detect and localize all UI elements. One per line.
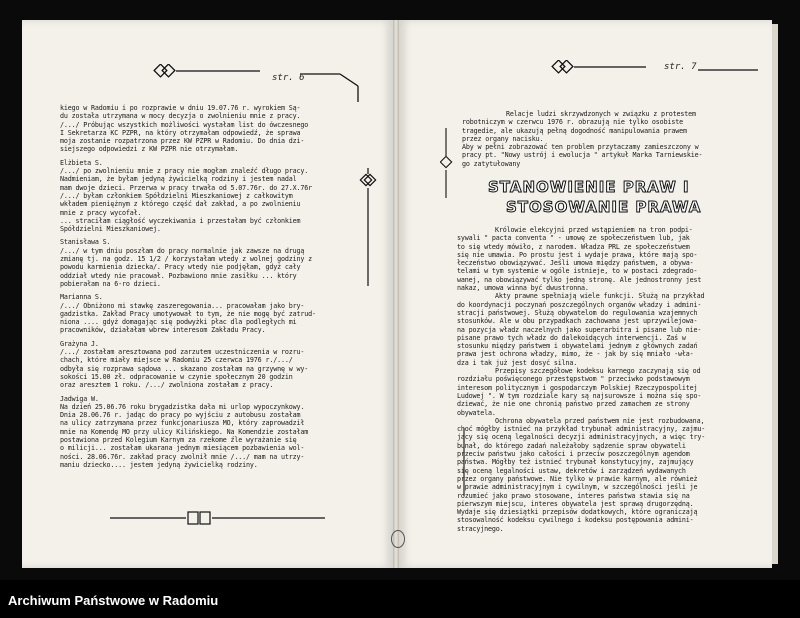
binding-stamp [391,530,405,548]
side-ornament-left [358,168,378,288]
text-line: rozdziału poświęconego przestępstwom " przeciwko podstawowym [457,375,690,384]
text-line: I Sekretarza KC PZPR, na który otrzymałam odpowiedź, że sprawa [60,128,301,137]
text-line: dziewać, że nie one chronią państwo przed zamachem ze strony [457,400,690,409]
text-line: Aby w pełni zobrazować ten problem przytaczamy zamieszczony w [462,143,699,152]
text-line: niona .... gdyż domagając się podwyżki płac dla podległych mi [60,318,297,327]
paragraph-intro [60,104,360,154]
text-line: /.../ w tym dniu poszłam do pracy normalnie jak zawsze na drugą [60,246,305,255]
text-line: pracy pt. "Nowy ustrój i ewolucja " artykuł Marka Tarniewskie- [462,151,703,160]
text-line: o milicji... zostałam ukarana jednym miesiącem pozbawienia wol- [60,444,305,453]
text-line: mam dwoje dzieci. Przerwa w pracy trwała od 5.07.76r. do 27.X.76r [60,183,312,192]
text-line: powodu karmienia dziecka/. Pracy wtedy nie podjęłam, gdyż cały [60,263,301,272]
text-line: pierwszym miejscu, interes obywatela jest sprawą drugorzędną. [457,499,694,508]
text-line: stosunków. Ale w obu przypadkach zachowana jest uprzywilejowa- [457,317,698,326]
text-line: Nadmieniam, że byłam jedyną żywicielką rodziny i jestem nadal [60,175,297,184]
text-line: w prawie administracyjnym i cywilnym, w szczególności jeśli je [457,483,698,492]
text-line: sokości 15.00 zł. odpracowanie w czynie społecznym 20 godzin [60,372,293,381]
text-line: mnie na Komendę MO przy ulicy Kilińskiego. Na Komendzie zostałam [60,427,309,436]
text-line: oddział wtedy nie pracował. Pozbawiono mnie zasiłku ... który [60,271,297,280]
text-line: pobierałam na 6-ro dzieci. [60,279,161,288]
page-edge [772,24,778,564]
text-line: chach, które miały miejsce w Radomiu 25 czerwca 1976 r./.../ [60,356,293,365]
text-line: ności. 28.06.76r. zakład pracy zwolnił mnie /.../ mam na utrzy- [60,452,305,461]
testimony-marianna [60,293,360,334]
text-line: telami w tym systemie w ogóle istnieje, to w postaci zdegrado- [457,267,698,276]
text-line: bunał, do którego zadań należałoby sądzenie spraw obywateli [457,441,686,450]
text-line: oraz aresztem 1 roku. /.../ zwolniona zostałam z pracy. [60,381,274,390]
text-line: stosowalność kodeksu cywilnego i kodeksu postępowania admini- [457,516,694,525]
testimony-name: Jadwiga W. [60,394,99,403]
paragraph-3 [457,367,767,417]
article-title [488,178,728,216]
text-line: Królowie elekcyjni przed wstąpieniem na tron podpi- [495,226,693,234]
text-line: Akty prawne spełniają wiele funkcji. Służą na przykład [495,292,705,301]
text-line: Ludowej ". W tym rozdziale kary są najsurowsze i można się spo- [457,391,702,400]
paragraph-2 [457,292,767,367]
text-line: /.../ Obniżono mi stawkę zaszeregowania... pracowałam jako bry- [60,301,305,310]
testimony-name: Stanisława S. [60,238,111,247]
text-line: maniu dziecko.... jestem jedyną żywicielką rodziny. [60,460,258,469]
page-number-left: str. 6 [272,73,305,83]
text-line: to się wtedy mówiło, z narodem. Władza PRL ze społeczeństwem [457,242,690,251]
text-line: odbyła się rozprawa sądowa ... skazano zostałam na grzywnę w wy- [60,364,309,373]
text-line: /.../ po zwolnieniu mnie z pracy nie mogłam znaleźć długo pracy. [60,167,309,176]
text-line: postawiona przed Kolegium Karnym za rzekome źle wyrażanie się [60,435,297,444]
text-line: interesom politycznym i gospodarczym Polskiej Rzeczypospolitej [457,383,698,392]
left-page-text [60,104,360,469]
text-line: choć mógłby istnieć na przykład trybunał administracyjny, zajmu- [457,425,706,434]
text-line: wkładem pieniężnym z którego część dał zakład, a po zwolnieniu [60,200,301,209]
text-line: rozumieć jako prawo stosowane, interes państwa stawia się na [457,491,690,500]
testimony-name: Grażyna J. [60,339,99,348]
archive-label: Archiwum Państwowe w Radomiu [8,593,219,608]
text-line: prawa jest ochrona władzy, mimo, że - jak by się mniało -wła- [457,350,694,359]
text-line: jący się oceną legalności decyzji administracyjnych, a więc try- [457,433,706,442]
page-number-right: str. 7 [664,62,697,72]
article-title-line-2: STOSOWANIE PRAWA [506,198,702,216]
text-line: wanej, na obowiązywać tylko jedną stronę. Ale jednostronny jest [457,275,702,284]
text-line: ... straciłam ciągłość wyczekiwania i przestałam być członkiem [60,216,301,225]
text-line: Ochrona obywatela przed państwem nie jest rozbudowana, [495,416,705,425]
article-title-line-1: STANOWIENIE PRAW I [488,178,690,196]
text-line: /.../ Próbując wszystkich możliwości wystałam list do ówczesnego [60,120,309,129]
text-line: robotniczym w czerwcu 1976 r. obrazują nie tylko osobiste [462,118,683,127]
header-ornament-left [150,64,365,104]
text-line: Na dzień 25.06.76 roku brygadzistka dała mi urlop wypoczynkowy. [60,402,305,411]
paragraph-4 [457,417,767,533]
right-page-intro [462,110,762,168]
testimony-name: Marianna S. [60,293,103,302]
testimony-name: Elżbieta S. [60,158,103,167]
testimony-elzbieta [60,159,360,234]
testimony-stanislawa [60,238,360,288]
right-page-body [457,226,767,533]
testimony-jadwiga [60,395,360,470]
text-line: się nie umawia. Po prostu jest i wydaje prawa, które mają spo- [457,250,698,259]
text-line: moja zostanie rozpatrzona przez KW PZPR w Radomiu. Do dnia dzi- [60,137,305,146]
text-line: sywali " pacta conventa " - umowę ze społeczeństwem lub, jak [457,234,690,243]
text-line: gadzistka. Zakład Pracy umotywował to tym, że nie mogę być zatrud- [60,309,316,318]
text-line: Wydaje się dziesiątki przepisów dodatkowych, które ograniczają [457,508,698,517]
text-line: się oceną legalności ustaw, dekretów i zarządzeń wydawanych [457,466,686,475]
text-line: łeczeństwo obowiązywać. Jeśli umowa między państwem, a obywa- [457,259,694,268]
text-line: tragedie, ale ukazują pełną dogodność manipulowania prawem [462,126,687,135]
paragraph-1 [457,226,767,292]
text-line: stracyjnego. [457,524,504,533]
text-line: stracji państwowej. Służą obywatelom do regulowania wzajemnych [457,308,698,317]
header-ornament-right [548,60,763,90]
text-line: /.../ zostałam aresztowana pod zarzutem uczestniczenia w rozru- [60,348,305,357]
text-line: go zatytułowany [462,159,521,168]
text-line: dza i tak już jest dosyć silna. [457,358,578,367]
text-line: pisane prawo tych władz do dalekoidących interwencji. Zaś w [457,333,686,342]
text-line: kiego w Radomiu i po rozprawie w dniu 19.07.76 r. wyrokiem Są- [60,104,301,112]
text-line: siejszego odpowiedzi z KW PZPR nie otrzymałam. [60,145,239,154]
footer-ornament-left [110,508,330,528]
text-line: zmianę tj. na godz. 15 1/2 / korzystałam wtedy z wolnej godziny z [60,255,312,264]
text-line: na pozycja władz naczelnych jako superarbitra i pisane lub nie- [457,325,702,334]
text-line: Spółdzielni Mieszkaniowej. [60,225,161,234]
text-line: przez organy nacisku. [462,134,544,143]
testimony-grazyna [60,340,360,390]
text-line: du została utrzymana w mocy decyzja o zwolnieniu mnie z pracy. [60,112,301,121]
text-line: Dnia 28.06.76 r. jadąc do pracy po wyjściu z autobusu zostałam [60,411,301,420]
text-line: Przepisy szczegółowe kodeksu karnego zaczynają się od [495,367,701,376]
text-line: Relacje ludzi skrzywdzonych w związku z protestem [506,110,696,118]
text-line: pracowników, działałam wbrew interesom Zakładu Pracy. [60,326,266,335]
text-line: obywatela. [457,408,496,417]
text-line: /.../ byłam członkiem Spółdzielni Mieszkaniowej z całkowitym [60,191,293,200]
text-line: stosunku między państwem i obywatelami jednym z głównych zadań [457,342,698,351]
text-line: na ulicy zatrzymana przez funkcjonariusza MO, który zaprowadził [60,419,305,428]
text-line: nakaz, umowa winna być dwustronna. [457,284,589,293]
text-line: przeciw państwu jako całości i przeciw poszczególnym agendom [457,450,690,459]
text-line: państwa. Mógłby też istnieć trybunał konstytucyjny, zajmujący [457,458,694,467]
text-line: mnie z pracy wycofał. [60,208,142,217]
text-line: przez organy państwowe. Nie tylko w prawie karnym, ale również [457,474,698,483]
text-line: do koordynacji poczynań poszczególnych organów władzy i admini- [457,300,702,309]
